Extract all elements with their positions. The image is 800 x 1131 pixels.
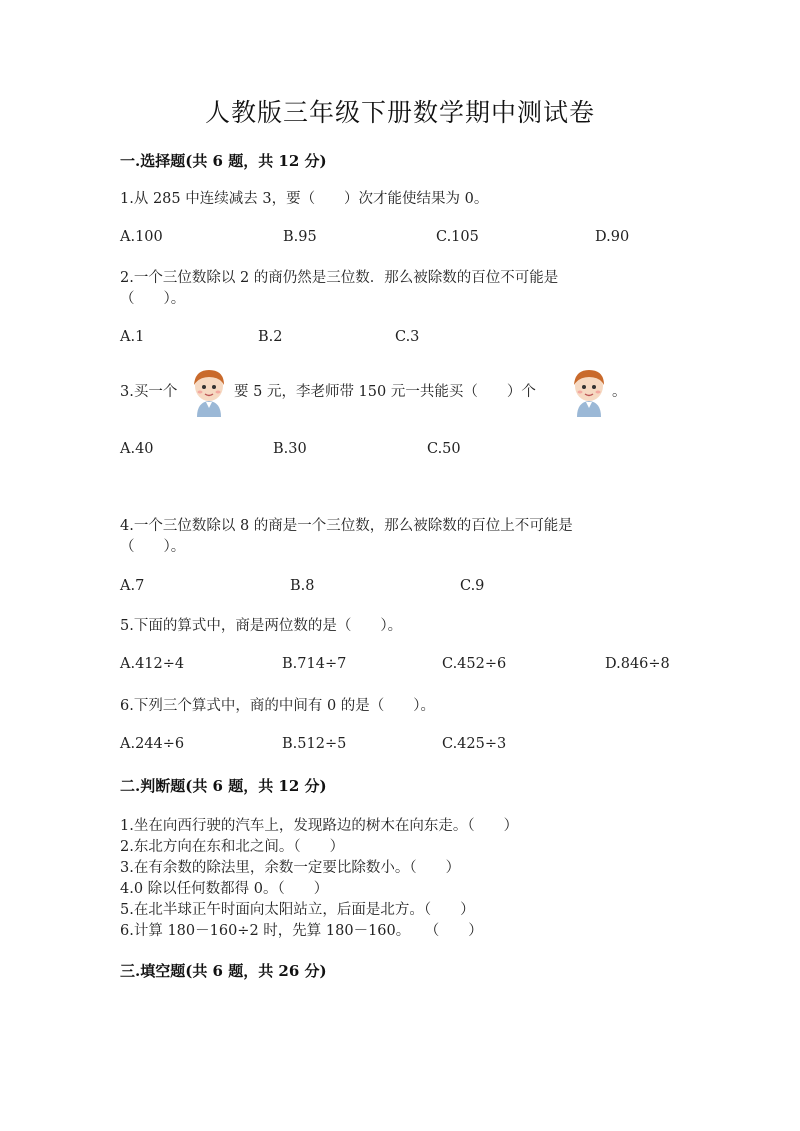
option-b[interactable]: B.8 bbox=[290, 578, 315, 594]
question-4-line2: （ ）。 bbox=[120, 539, 186, 555]
judgment-item-3: 3.在有余数的除法里，余数一定要比除数小。（ ） bbox=[120, 860, 461, 876]
option-d[interactable]: D.846÷8 bbox=[605, 656, 670, 672]
section-heading-choice: 一.选择题(共 6 题，共 12 分) bbox=[120, 152, 327, 170]
question-3-part1: 3.买一个 bbox=[120, 384, 178, 400]
option-c[interactable]: C.9 bbox=[460, 578, 485, 594]
question-3-part3: 。 bbox=[612, 384, 627, 400]
question-2-line2: （ ）。 bbox=[120, 291, 186, 307]
option-a[interactable]: A.7 bbox=[120, 578, 145, 594]
option-b[interactable]: B.95 bbox=[283, 229, 317, 245]
judgment-item-1: 1.坐在向西行驶的汽车上，发现路边的树木在向东走。（ ） bbox=[120, 818, 519, 834]
boy-icon bbox=[566, 366, 612, 418]
option-c[interactable]: C.452÷6 bbox=[442, 656, 507, 672]
option-d[interactable]: D.90 bbox=[595, 229, 630, 245]
judgment-item-6: 6.计算 180－160÷2 时，先算 180－160。 （ ） bbox=[120, 923, 483, 939]
judgment-item-5: 5.在北半球正午时面向太阳站立，后面是北方。（ ） bbox=[120, 902, 475, 918]
option-b[interactable]: B.30 bbox=[273, 441, 307, 457]
section-heading-fill-blank: 三.填空题(共 6 题，共 26 分) bbox=[120, 962, 327, 980]
option-a[interactable]: A.100 bbox=[120, 229, 163, 245]
question-3-part2: 要 5 元，李老师带 150 元一共能买（ ）个 bbox=[234, 384, 536, 400]
option-c[interactable]: C.3 bbox=[395, 329, 420, 345]
section-heading-judgment: 二.判断题(共 6 题，共 12 分) bbox=[120, 777, 327, 795]
question-4-line1: 4.一个三位数除以 8 的商是一个三位数，那么被除数的百位上不可能是 bbox=[120, 518, 573, 534]
option-a[interactable]: A.1 bbox=[120, 329, 145, 345]
option-c[interactable]: C.105 bbox=[436, 229, 479, 245]
option-a[interactable]: A.40 bbox=[120, 441, 154, 457]
question-2-line1: 2.一个三位数除以 2 的商仍然是三位数．那么被除数的百位不可能是 bbox=[120, 270, 559, 286]
option-b[interactable]: B.714÷7 bbox=[282, 656, 347, 672]
option-c[interactable]: C.425÷3 bbox=[442, 736, 507, 752]
option-a[interactable]: A.244÷6 bbox=[120, 736, 185, 752]
option-b[interactable]: B.2 bbox=[258, 329, 283, 345]
option-b[interactable]: B.512÷5 bbox=[282, 736, 347, 752]
question-5: 5.下面的算式中，商是两位数的是（ ）。 bbox=[120, 618, 403, 634]
judgment-item-2: 2.东北方向在东和北之间。（ ） bbox=[120, 839, 345, 855]
option-a[interactable]: A.412÷4 bbox=[120, 656, 185, 672]
question-6: 6.下列三个算式中，商的中间有 0 的是（ ）。 bbox=[120, 698, 436, 714]
judgment-item-4: 4.0 除以任何数都得 0。（ ） bbox=[120, 881, 329, 897]
page-title: 人教版三年级下册数学期中测试卷 bbox=[204, 98, 595, 127]
option-c[interactable]: C.50 bbox=[427, 441, 461, 457]
question-1: 1.从 285 中连续减去 3，要（ ）次才能使结果为 0。 bbox=[120, 191, 489, 207]
boy-icon bbox=[186, 366, 232, 418]
